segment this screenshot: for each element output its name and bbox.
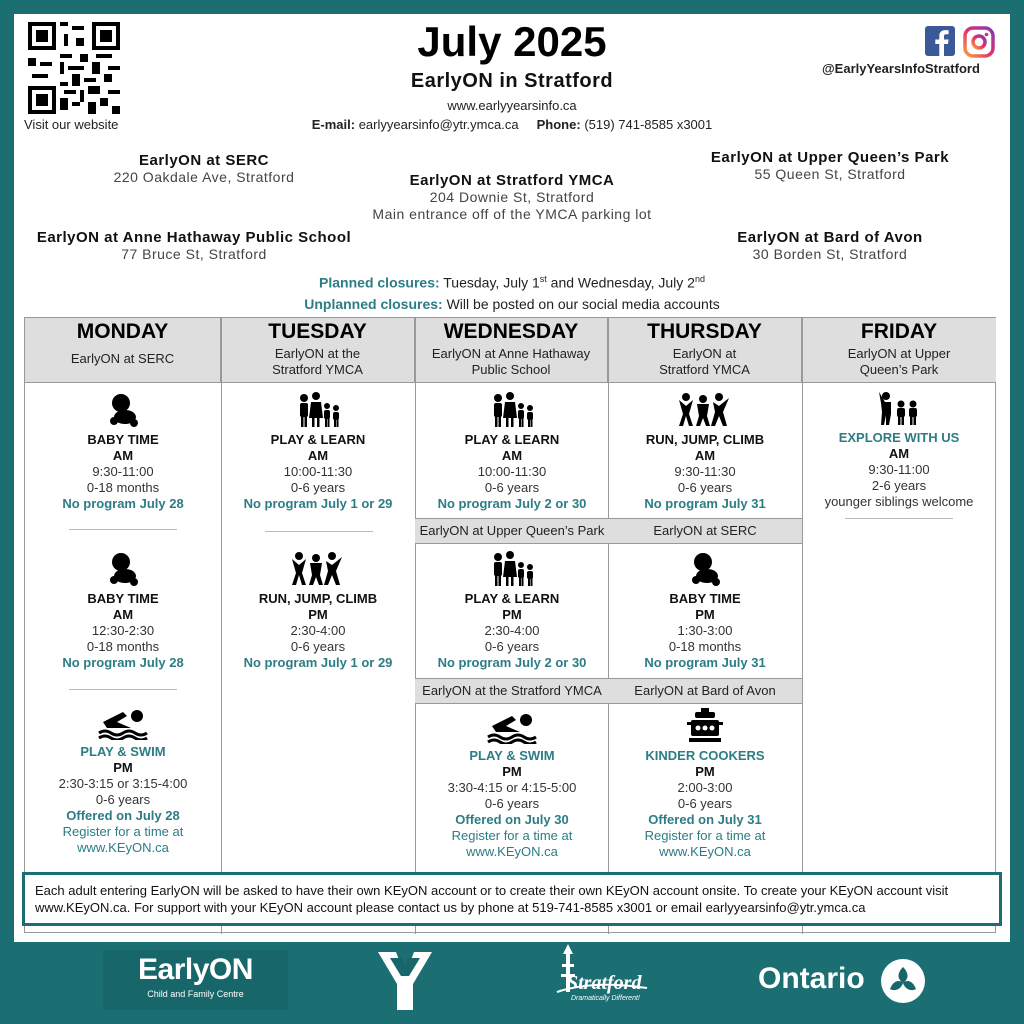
unplanned-closures: [14, 294, 1010, 315]
program-time: 9:30-11:30: [674, 464, 736, 479]
earlyon-logo: [103, 950, 288, 1010]
program-monday-baby-time-am: [25, 392, 221, 512]
divider: [69, 529, 177, 530]
program-age: 0-6 years: [290, 480, 346, 495]
location-anne-hathaway: [18, 229, 370, 263]
cooking-pot-icon: [685, 708, 725, 744]
register-text: Register for a time at: [644, 828, 766, 843]
phone-number: (519) 741-8585 x3001: [584, 117, 713, 132]
program-note: No program July 2 or 30: [437, 655, 587, 670]
location-serc: [74, 152, 334, 186]
ordinal-suffix: nd: [694, 274, 705, 284]
email-label: E-mail:: [311, 117, 356, 132]
schedule-grid: [24, 317, 996, 933]
program-name: PLAY & LEARN: [464, 432, 560, 447]
day-header-friday: [802, 318, 996, 383]
program-ampm: PM: [502, 764, 522, 779]
location-address: 30 Borden St, Stratford: [752, 246, 908, 262]
divider: [845, 518, 953, 519]
program-name: PLAY & LEARN: [464, 591, 560, 606]
program-note: No program July 31: [644, 496, 766, 511]
instagram-icon[interactable]: [963, 26, 995, 58]
ontario-wordmark: Ontario: [758, 962, 865, 995]
facebook-icon[interactable]: [925, 26, 955, 56]
program-age: 0-6 years: [484, 480, 540, 495]
register-text: Register for a time at: [62, 824, 184, 839]
earlyon-logo-title: EarlyON: [138, 953, 253, 986]
program-time: 2:00-3:00: [677, 780, 733, 795]
stratford-logo: [553, 944, 651, 1016]
program-wednesday-play-learn-pm: [415, 551, 609, 671]
program-time: 1:30-3:00: [677, 623, 733, 638]
day-header-monday: [25, 318, 221, 383]
location-address: 220 Oakdale Ave, Stratford: [113, 169, 295, 185]
program-time: 12:30-2:30: [91, 623, 155, 638]
program-time: 9:30-11:00: [868, 462, 930, 477]
closures-block: [14, 269, 1010, 315]
visit-website-label: Visit our website: [24, 117, 119, 132]
unplanned-closures-label: Unplanned closures:: [304, 295, 443, 312]
program-time: 3:30-4:15 or 4:15-5:00: [447, 780, 577, 795]
program-note: No program July 31: [644, 655, 766, 670]
location-band: EarlyON at Upper Queen’s Park: [415, 518, 609, 544]
program-name: BABY TIME: [87, 432, 159, 447]
day-location-2: Queen’s Park: [859, 362, 939, 377]
planned-closures-label: Planned closures:: [319, 274, 440, 291]
unplanned-closures-text: Will be posted on our social media accounts: [442, 295, 720, 312]
program-friday-explore-with-us: [802, 390, 996, 510]
swimmer-icon: [486, 710, 538, 744]
family-icon: [488, 551, 536, 587]
program-thursday-baby-time: [608, 551, 802, 671]
day-location-2: Stratford YMCA: [272, 362, 363, 377]
day-location: EarlyON at: [672, 346, 737, 361]
planned-closures-text: Tuesday, July 1: [439, 274, 540, 291]
program-time: 2:30-4:00: [484, 623, 540, 638]
program-note: younger siblings welcome: [824, 494, 974, 509]
program-note: No program July 2 or 30: [437, 496, 587, 511]
program-ampm: AM: [694, 448, 716, 463]
program-note: No program July 1 or 29: [243, 655, 393, 670]
program-note: No program July 1 or 29: [243, 496, 393, 511]
day-header-tuesday: [221, 318, 415, 383]
website-link[interactable]: www.earlyyearsinfo.ca: [447, 98, 577, 113]
program-wednesday-play-learn-am: [415, 392, 609, 512]
location-band: EarlyON at Bard of Avon: [608, 678, 802, 704]
location-name: EarlyON at Upper Queen’s Park: [710, 149, 950, 166]
program-ampm: PM: [695, 764, 715, 779]
register-text: Register for a time at: [451, 828, 573, 843]
program-time: 2:30-3:15 or 3:15-4:00: [58, 776, 188, 791]
program-thursday-run-jump-climb: [608, 392, 802, 512]
explore-family-icon: [877, 390, 921, 426]
day-location: EarlyON at SERC: [70, 351, 175, 366]
day-location-2: Stratford YMCA: [659, 362, 750, 377]
planned-closures-text-2: and Wednesday, July 2: [546, 274, 695, 291]
location-band: EarlyON at SERC: [608, 518, 802, 544]
program-name: RUN, JUMP, CLIMB: [645, 432, 765, 447]
stratford-tagline: Dramatically Different!: [571, 995, 640, 1002]
location-upper-queens-park: [690, 149, 970, 183]
program-tuesday-play-learn: [221, 392, 415, 512]
program-name: BABY TIME: [669, 591, 741, 606]
qr-code-icon[interactable]: [28, 22, 120, 114]
program-name: KINDER COOKERS: [645, 748, 765, 763]
day-name: WEDNESDAY: [443, 320, 579, 343]
page-title: July 2025: [417, 18, 607, 65]
program-note: Offered on July 30: [455, 812, 569, 827]
program-ampm: PM: [695, 607, 715, 622]
jumping-kids-icon: [677, 392, 733, 428]
location-bard-of-avon: [700, 229, 960, 263]
program-age: 0-18 months: [86, 480, 160, 495]
family-icon: [488, 392, 536, 428]
program-ampm: PM: [308, 607, 328, 622]
day-name: FRIDAY: [860, 320, 938, 343]
program-name: RUN, JUMP, CLIMB: [258, 591, 378, 606]
program-time: 9:30-11:00: [92, 464, 154, 479]
program-ampm: PM: [502, 607, 522, 622]
location-band: EarlyON at the Stratford YMCA: [415, 678, 609, 704]
location-ymca: [344, 172, 680, 223]
program-ampm: AM: [112, 607, 134, 622]
program-age: 0-18 months: [668, 639, 742, 654]
program-note: No program July 28: [62, 655, 184, 670]
ymca-logo-icon: [376, 950, 434, 1012]
program-ampm: AM: [112, 448, 134, 463]
phone-label: Phone:: [536, 117, 581, 132]
program-age: 2-6 years: [871, 478, 927, 493]
email-link[interactable]: earlyyearsinfo@ytr.ymca.ca: [358, 117, 519, 132]
program-note: Offered on July 28: [66, 808, 180, 823]
day-location: EarlyON at Anne Hathaway: [431, 346, 591, 361]
program-tuesday-run-jump-climb: [221, 551, 415, 671]
program-ampm: AM: [501, 448, 523, 463]
program-name: BABY TIME: [87, 591, 159, 606]
swimmer-icon: [97, 706, 149, 740]
location-address-note: Main entrance off of the YMCA parking lot: [372, 206, 652, 222]
day-name: MONDAY: [76, 320, 169, 343]
program-note: No program July 28: [62, 496, 184, 511]
register-link[interactable]: www.KEyON.ca: [659, 844, 751, 859]
program-ampm: AM: [307, 448, 329, 463]
program-monday-play-swim: [25, 706, 221, 856]
register-link[interactable]: www.KEyON.ca: [77, 840, 169, 855]
day-name: THURSDAY: [647, 320, 762, 343]
location-name: EarlyON at Bard of Avon: [737, 229, 923, 246]
program-age: 0-6 years: [677, 796, 733, 811]
program-age: 0-6 years: [484, 639, 540, 654]
program-time: 10:00-11:30: [477, 464, 547, 479]
day-header-thursday: [608, 318, 802, 383]
day-location: EarlyON at Upper: [847, 346, 951, 361]
location-address: 204 Downie St, Stratford: [429, 189, 595, 205]
trillium-icon: [880, 958, 926, 1004]
jumping-kids-icon: [290, 551, 346, 587]
day-name: TUESDAY: [268, 320, 367, 343]
program-name: EXPLORE WITH US: [838, 430, 960, 445]
flyer-sheet: [14, 14, 1010, 942]
location-name: EarlyON at SERC: [138, 152, 270, 169]
program-ampm: PM: [113, 760, 133, 775]
program-name: PLAY & LEARN: [270, 432, 366, 447]
program-time: 10:00-11:30: [283, 464, 353, 479]
family-icon: [294, 392, 342, 428]
program-time: 2:30-4:00: [290, 623, 346, 638]
program-name: PLAY & SWIM: [80, 744, 166, 759]
earlyon-logo-subtitle: Child and Family Centre: [147, 989, 244, 999]
baby-icon: [687, 551, 723, 587]
page-subtitle: EarlyON in Stratford: [410, 70, 614, 92]
register-link[interactable]: www.KEyON.ca: [466, 844, 558, 859]
keyon-account-notice: Each adult entering EarlyON will be asked to have their own KEyON account or to create their own KEyON account onsite. To create your KEyON account visit www.KEyON.ca. For support with your KEyON account please contact us by phone at 519-741-8585 x3001 or email earlyyearsinfo@ytr.ymca.ca: [22, 872, 1002, 926]
ordinal-suffix: st: [539, 274, 547, 284]
program-wednesday-play-swim: [415, 710, 609, 860]
program-thursday-kinder-cookers: [608, 708, 802, 860]
program-age: 0-6 years: [95, 792, 151, 807]
divider: [265, 531, 373, 532]
location-address: 77 Bruce St, Stratford: [121, 246, 267, 262]
social-handle[interactable]: @EarlyYearsInfoStratford: [822, 61, 980, 76]
location-name: EarlyON at Stratford YMCA: [409, 172, 615, 189]
baby-icon: [105, 551, 141, 587]
program-age: 0-6 years: [677, 480, 733, 495]
day-location: EarlyON at the: [274, 346, 361, 361]
planned-closures: [14, 269, 1010, 294]
program-name: PLAY & SWIM: [469, 748, 555, 763]
stratford-wordmark: Stratford: [567, 972, 642, 994]
program-note: Offered on July 31: [648, 812, 762, 827]
program-age: 0-6 years: [290, 639, 346, 654]
program-ampm: AM: [888, 446, 910, 461]
program-monday-baby-time-pm: [25, 551, 221, 671]
location-name: EarlyON at Anne Hathaway Public School: [36, 229, 352, 246]
divider: [69, 689, 177, 690]
location-address: 55 Queen St, Stratford: [754, 166, 906, 182]
day-location-2: Public School: [471, 362, 551, 377]
program-age: 0-18 months: [86, 639, 160, 654]
program-age: 0-6 years: [484, 796, 540, 811]
day-header-wednesday: [415, 318, 608, 383]
baby-icon: [105, 392, 141, 428]
contact-line: [274, 117, 750, 132]
